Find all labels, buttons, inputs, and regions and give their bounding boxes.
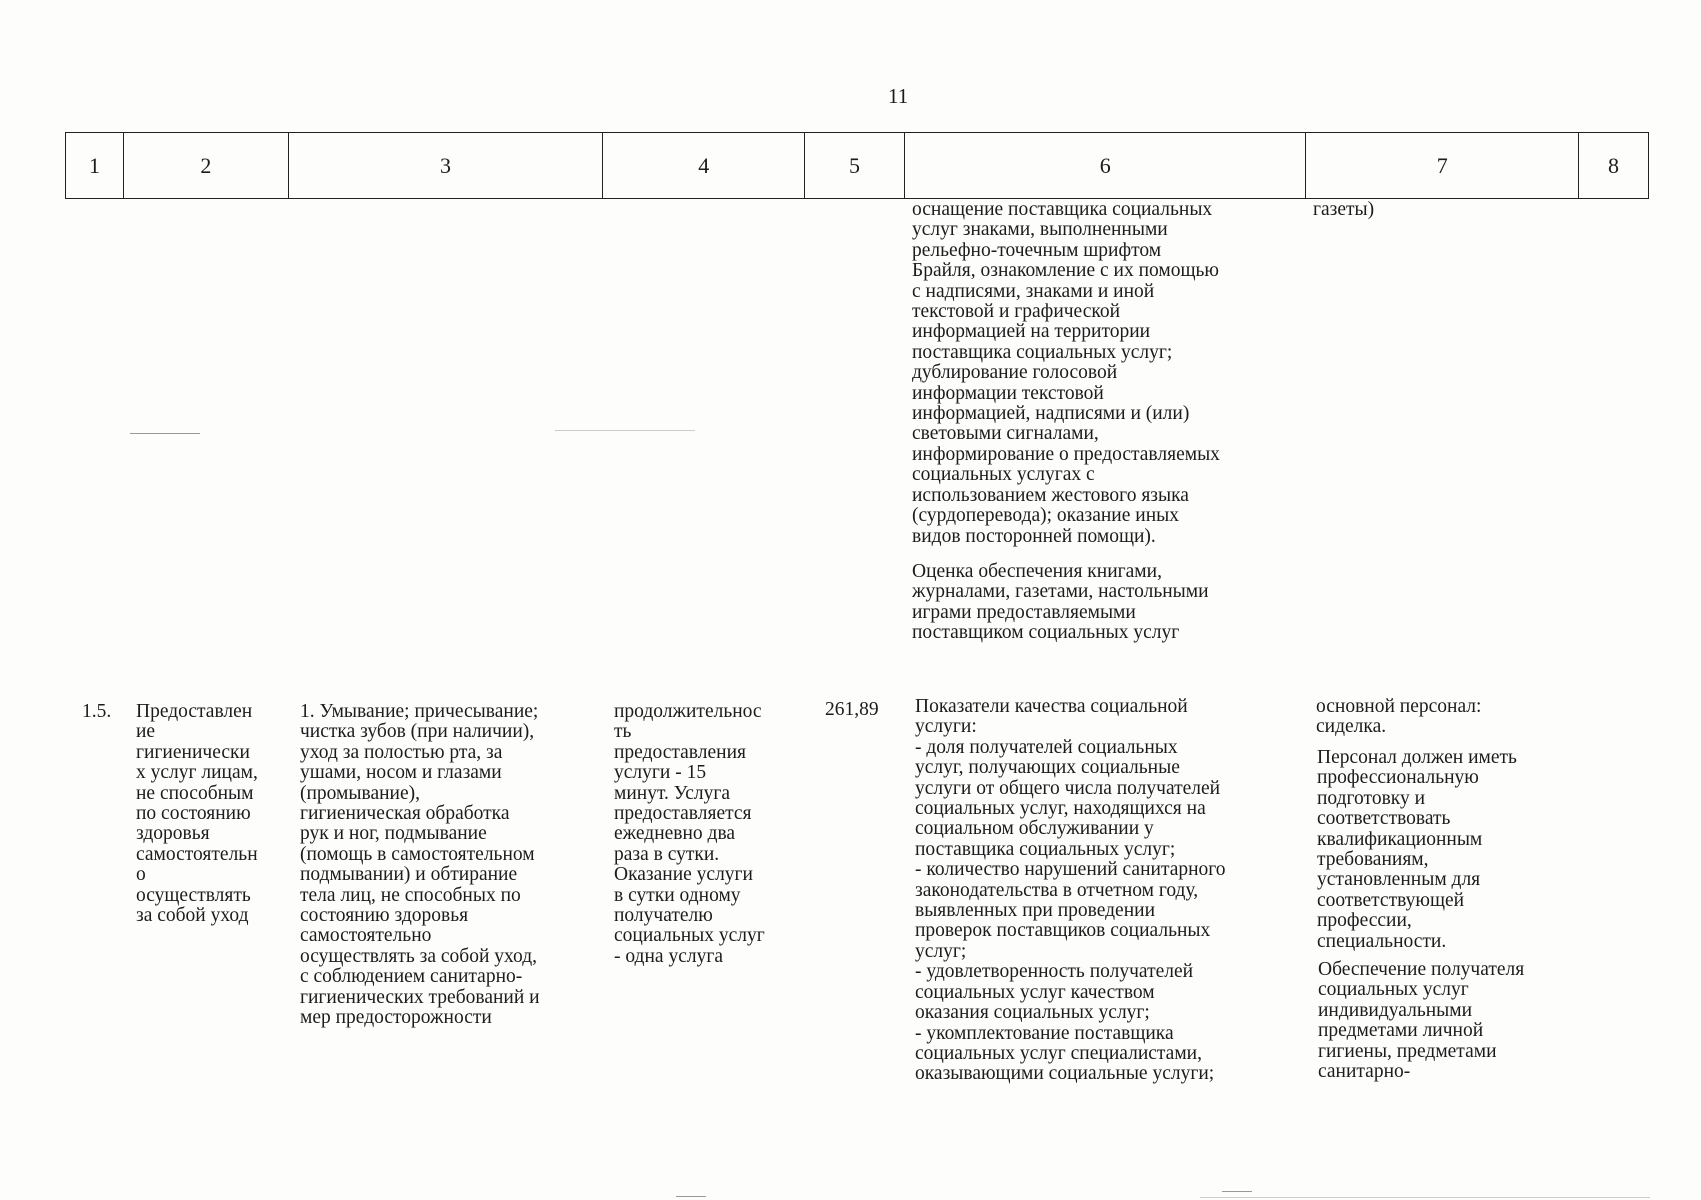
quality-indicators: Показатели качества социальной услуги: - доля получателей социальных услуг, получающих социальные услуги от общего числа получателей социальных услуг, находящихся на социальном обслуживании у поставщика социальных услуг; - количество нарушений санитарного законодательства в отчетном году, выявленных при проведении проверок поставщиков социальных услуг; - удовлетворенность получателей социальных услуг качеством оказания социальных услуг; - укомплектование поставщика социальных услуг специалистами, оказывающими социальные услуги; [915, 696, 1226, 1085]
header-col-2: 2 [123, 133, 288, 198]
continuation-col6-part1: оснащение поставщика социальных услуг знаками, выполненными рельефно-точечным шрифтом Брайля, ознакомление с их помощью с надписями, знаками и иной текстовой и графической информацией на территории поставщика социальных услуг; дублирование голосовой информации текстовой информацией, надписями и (или) световыми сигналами, информирование о предоставляемых социальных услугах с использованием жестового языка (сурдоперевода); оказание иных видов посторонней помощи). [912, 199, 1220, 547]
service-description: 1. Умывание; причесывание; чистка зубов (при наличии), уход за полостью рта, за ушами, носом и глазами (промывание), гигиеническая обработка рук и ног, подмывание (помощь в самостоятельном подмывании) и обтирание тела лиц, не способных по состоянию здоровья самостоятельно осуществлять за собой уход, с соблюдением санитарно- гигиенических требований и мер предосторожности [300, 701, 540, 1029]
header-col-5: 5 [804, 133, 904, 198]
scan-mark [1222, 1191, 1252, 1192]
service-volume: продолжительнос ть предоставления услуги - 15 минут. Услуга предоставляется ежедневно два раза в сутки. Оказание услуги в сутки одному получателю социальных услуг - одна услуга [614, 701, 765, 967]
row-number: 1.5. [82, 701, 112, 722]
conditions-requirements: Персонал должен иметь профессиональную подготовку и соответствовать квалификационным требованиям, установленным для соответствующей профессии, специальности. [1317, 747, 1517, 952]
header-col-6: 6 [904, 133, 1305, 198]
table-header-row [65, 132, 1649, 199]
scan-mark [130, 433, 200, 434]
scan-mark [676, 1196, 706, 1197]
page-number: 11 [888, 84, 909, 108]
header-col-3: 3 [288, 133, 603, 198]
service-name: Предоставлен ие гигиенически х услуг лицам, не способным по состоянию здоровья самостоятельн о осуществлять за собой уход [136, 701, 258, 927]
header-col-8: 8 [1578, 133, 1648, 198]
service-price: 261,89 [825, 699, 879, 720]
conditions-staff: основной персонал: сиделка. [1316, 696, 1482, 738]
continuation-col7: газеты) [1313, 199, 1375, 220]
header-col-4: 4 [602, 133, 804, 198]
continuation-col6-part2: Оценка обеспечения книгами, журналами, газетами, настольными играми предоставляемыми поставщиком социальных услуг [912, 561, 1209, 644]
scan-mark [555, 430, 695, 431]
header-col-7: 7 [1305, 133, 1578, 198]
conditions-provision: Обеспечение получателя социальных услуг индивидуальными предметами личной гигиены, предметами санитарно- [1318, 959, 1525, 1083]
header-col-1: 1 [88, 152, 100, 178]
scan-mark [1200, 1197, 1650, 1198]
